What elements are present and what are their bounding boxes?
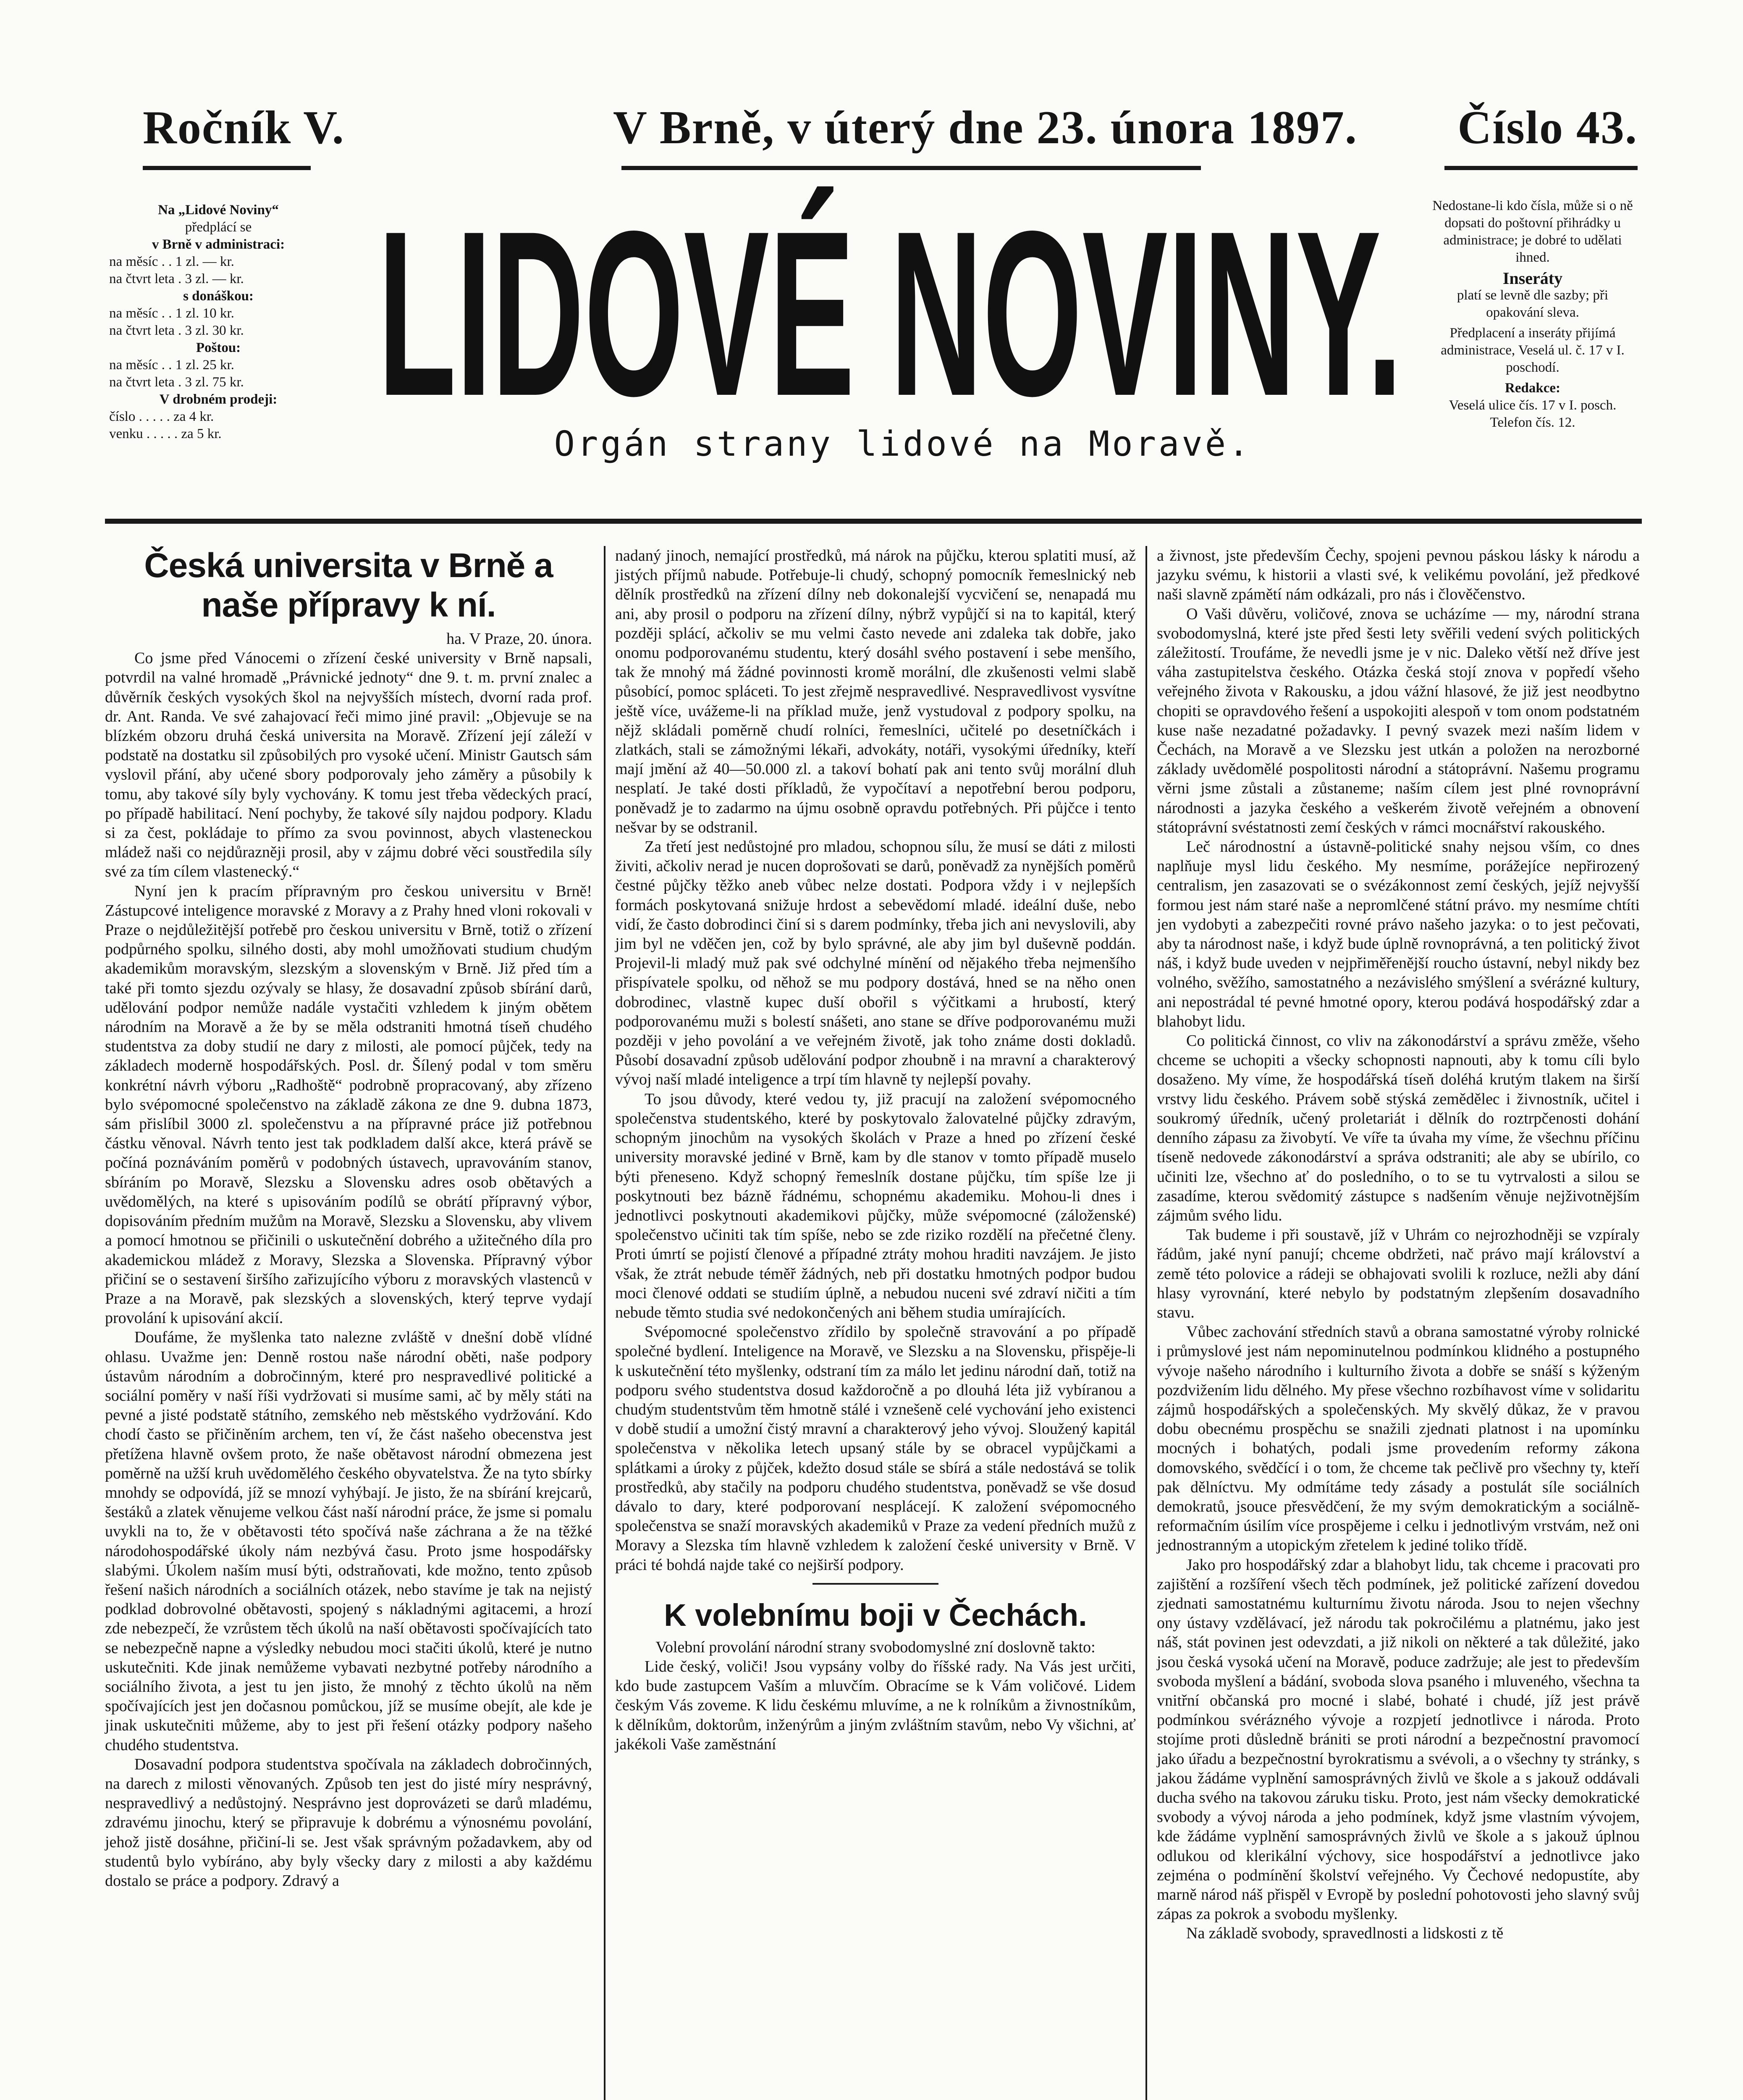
article1-paragraph: Doufáme, že myšlenka tato nalezne zvláště v dnešní době vlídné ohlasu. Uvažme jen: Denně rostou naše národní oběti, naše podpory ústavům národním a dobročinným, které pro nespravedlivé politické a sociální poměry v naší říši vydržovati si musíme sami, ač by měly státi na pevné a jisté podstatě státního, zemského neb městského vydržování. Kdo chodí často se přičiněním archem, ten ví, že část našeho obecenstva jest přetížena hlavně ovšem proto, že naše obětavost národní obmezena jest poměrně na užší kruh uvědomělého českého obyvatelstva. Že na tyto sbírky mnohdy se odpovídá, jíž se mnozí vyhýbají. Je jisto, že na sbírání krejcarů, šestáků a zlatek věnujeme velkou část naší národní práce, že jsme si pomalu uvykli na to, že v obětavosti této spočívá naše záchrana a že na těžké národohospodářské úkoly nám nezbývá času. Proto jsme hospodářsky slabými. Úkolem naším musí býti, odstraňovati, kde možno, tento způsob řešení našich národních a sociálních otázek, nebo stavíme je tak na nejistý podklad dobrovolné obětavosti, spojený s nákladnými agitacemi, a hrozí zde nebezpečí, že vzrůstem těch úkolů na naší obětavosti spočívajících tato se nebezpečně napne a výsledky nebudou moci stačiti úkolů, které je nutno uskutečniti. Kde jinak nemůžeme vybavati nezbytné potřeby národního a sociálního života, a jest tu jen jisto, že mnohý z těchto úkolů na něm spočívajících jest jen dočasnou pomůckou, jíž se musíme obejít, ale kde je jinak uskutečniti můžeme, aby to jest při řešení otázky podpory našeho chudého studentstva. xyxy=(105,1328,592,1754)
post-heading: Poštou: xyxy=(196,340,241,355)
phone-text: Telefon čís. 12. xyxy=(1490,415,1575,430)
subscription-heading: Na „Lidové Noviny“ xyxy=(158,202,279,218)
article1-continued-paragraph: To jsou důvody, které vedou ty, již pracují na založení svépomocného společenstva studentského, které by poskytovalo žalovatelné půjčky zdravým, schopným jinochům na vysokých školách v Praze a hned po zřízení české university moravské jediné v Brně, kam by dle stanov v tomto případě muselo býti přeneseno. Když schopný řemeslník dostane půjčku, tím spíše lze ji poskytnouti bez bázně řádnému, schopnému akademiku. Mohou-li dnes i jednotlivci poskytnouti akademikovi půjčky, může svépomocné (záloženské) společenstvo učiniti tak tím spíše, nebo se zde riziko rozdělí na přečetné členy. Proti úmrtí se pojistí členové a případné ztráty mohou hraditi navzájem. Je jisto však, že ztrát nebude téměř žádných, neb při dostatku hmotných podpor budou moci členové oddati se studiím úplně, a nebudou nuceni své zdraví ničiti a tím nebude těmto studia své nedokončených ani během studia umírajících. xyxy=(615,1090,1136,1321)
issue-date: V Brně, v úterý dne 23. února 1897. xyxy=(613,102,1358,154)
column-rule-2 xyxy=(1145,546,1147,2100)
article2-continued-paragraph: a živnost, jste především Čechy, spojeni pevnou páskou lásky k národu a jazyku svému, k historii a vlasti své, k velikému povolání, jež předkové naši slavně zpámětí nám odkázali, pro nás i člověčenstvo. xyxy=(1157,547,1640,604)
home-month: na měsíc . . 1 zl. 10 kr. xyxy=(109,306,234,321)
article2-continued-paragraph: Jako pro hospodářský zdar a blahobyt lidu, tak chceme i pracovati pro zajištění a rozšíření všech těch podmínek, jež politické zařízení dovedou zjednati samostatnému kulturnímu životu národa. Jsou to nejen všechny ony ústavy vzdělávací, jež národu tak pokročilému a platnému, jako jest náš, stát povinen jest odevzdati, a již nikoli on některé a tak důležité, jako jsou česká vysoká učení na Moravě, poduce zadržuje; ale jest to především svoboda myšlení a bádání, svoboda slova psaného i mluveného, všechna ta vnitřní občanská pro mocné i slabé, bohaté i chudé, jíž jest právě podmínkou svérázného vývoje a rozpjetí jednotlivce i národa. Proto stojíme proti důsledně brániti se proti národní a bezpečnostní pravomocí jako úřadu a bezpečnostní byrokratismu a svévoli, a o všechny ty stránky, s jakou žádáme vyplnění samosprávných živlů ve škole a s jakouž oddávali ducha svého na takovou záruku tisku. Proto, jest nám všecky demokratické svobody a vývoj národa a jeho podmínek, když jsme vlastním vývojem, kde žádáme vyplnění samosprávných živlů ve škole a s jakouž úplnou odlukou od klerikální výchovy, sice hospodářství a jednotlivce jako zejména o podmínění školství veřejného. Vy Čechové nedopustíte, aby marně národ náš přispěl v Evropě by poslední pohotovosti jeho slavný svůj zápas za pokrok a svobodu myšlenky. xyxy=(1157,1556,1640,1923)
home-quarter: na čtvrt leta . 3 zl. 30 kr. xyxy=(109,323,244,338)
column-1 xyxy=(105,546,592,1890)
brno-heading: v Brně v administraci: xyxy=(152,237,285,252)
column-rule-1 xyxy=(604,546,605,2100)
brno-quarter: na čtvrt leta . 3 zl. — kr. xyxy=(109,271,244,286)
notices-box xyxy=(1428,197,1638,431)
dateline-rule-left xyxy=(143,166,311,170)
post-quarter: na čtvrt leta . 3 zl. 75 kr. xyxy=(109,375,244,390)
post-month: na měsíc . . 1 zl. 25 kr. xyxy=(109,357,234,373)
sale-local: číslo . . . . . za 4 kr. xyxy=(109,409,214,424)
article-divider xyxy=(813,1583,938,1585)
editor-text: Veselá ulice čís. 17 v I. posch. xyxy=(1449,398,1617,413)
article1-continued-paragraph: Svépomocné společenstvo zřídilo by společně stravování a po případě společné bydlení. Inteligence na Moravě, ve Slezsku a na Slovensku, přispěje-li k uskutečnění této myšlenky, odstraní tím za málo let jedinu národní daň, totiž na podporu svého studentstva dosud každoročně a po dlouhá léta již vybíranou a chudým studentstvům těm hmotně stálé i vznešeně celé vychování jeho existenci v době studií a umožní čistý mravní a charakterový jeho vývoj. Sloužený kapitál společenstva v několika letech upsaný stále by se obracel vypůjčkami a splátkami a úroky z půjček, kdežto dosud stále se sbírá a stále nedostává se tolik prostředků, aby stačily na podporu chudého studentstva, poněvadž se vše dosud dávalo to dary, které podporovaní nesplácejí. K založení svépomocného společenstva se snaží moravských akademiků v Praze za vedení předních mužů z Moravy a Slezska tím hlavně vzhledem k založení české university v Brně. V práci té bohdá najde také co nejširší podpory. xyxy=(615,1323,1136,1574)
sale-out: venku . . . . . za 5 kr. xyxy=(109,426,222,441)
article2-continued-paragraph: Leč národnostní a ústavně-politické snahy nejsou vším, co dnes naplňuje mysl lidu českého. My nesmíme, porážejíce nepřirozený centralism, jen zasazovati se o svézákonnost zemí českých, jejíž nejvyšší formou jest nám staré naše a nepromlčené státní právo. my nesmíme chtíti jen vydobyti a zabezpečiti rovné právo našeho jazyka: o to jest pečovati, aby ta národnost naše, i když bude úplně rovnoprávná, a ten politický život náš, i když bude uveden v nejpřiměřenější roucho ústavní, nebyl nikdy bez volného, svěžího, samostatného a nezávislého smýšlení a svérázné kultury, ani nepostrádal té pevné hmotné opory, kterou podává hospodářský zdar a blahobyt lidu. xyxy=(1157,838,1640,1030)
home-heading: s donáškou: xyxy=(183,289,254,304)
column-3 xyxy=(1157,546,1640,1943)
subscription-box xyxy=(109,202,328,443)
unreturned-notice: Nedostane-li kdo čísla, může si o ně dopsati do poštovní přihrádky u administrace; je dobré to udělati ihned. xyxy=(1432,198,1633,265)
masthead-logo-art xyxy=(370,185,1411,433)
masthead-logo xyxy=(370,185,1411,433)
header-rule xyxy=(105,519,1642,524)
dateline-rule-center xyxy=(621,166,1201,170)
dateline-rule-right xyxy=(1444,166,1638,170)
subscription-sub: předplácí se xyxy=(185,220,252,235)
column-2 xyxy=(615,546,1136,1754)
article2-continued-paragraph: Co politická činnost, co vliv na zákonodárství a správu změže, všeho chceme se uchopiti a všecky schopnosti napnouti, aby k tomu cíli bylo dosaženo. My víme, že hospodářská tíseň doléhá krutým tlakem na širší vrstvy lidu českého. Právem sobě stýská zemědělec i živnostník, učitel i soukromý úředník, učený proletariát i dělník do roztrpčenosti dohání denního zápasu za živobytí. Ve víře ta úvaha my víme, že všechnu příčinu tíseně nedovede zákonodárství a správa odstraniti; ale aby se ubírilo, co učiniti lze, všechno ať do posledního, o to se tu vytrvalosti a silou se zasadíme, kterou svědomitý zástupce s nadšením věnuje nejživotnějším zájmům svého lidu. xyxy=(1157,1032,1640,1224)
issue-number: Číslo 43. xyxy=(1457,102,1638,154)
article1-paragraph: Co jsme před Vánocemi o zřízení české university v Brně napsali, potvrdil na valné hromadě „Právnické jednoty“ dne 9. t. m. první znalec a důvěrník českých vysokých škol na nejvyšších místech, dvorní rada prof. dr. Ant. Randa. Ve své zahajovací řeči mimo jiné pravil: „Objevuje se na blízkém obzoru druhá česká universita na Moravě. Zřízení její záleží v podstatě na dostatku sil způsobilých pro vysoké učení. Ministr Gautsch sám vyslovil přání, aby učené sbory podporovaly jeho záměry a působily k tomu, aby takové síly byly vychovány. K tomu jest třeba vědeckých prací, po případě habilitací. Není pochyby, že takové síly najdou podpory. Kladu si za čest, pokládaje to přímo za svou povinnost, abych vlasteneckou mládež naši co nejdůrazněji prosil, aby v zájmu dobré věci soustředila síly své za tím cílem vlastenecký.“ xyxy=(105,649,592,881)
article1-title: Česká universita v Brně a naše přípravy k ní. xyxy=(144,546,553,624)
article2-continued-paragraph: O Vaši důvěru, voličové, znova se ucházíme — my, národní strana svobodomyslná, které jste před šesti lety svěřili vedení svých politických záležitostí. Troufáme, že nevedli jsme je v nic. Daleko větší než dříve jest váha zastupitelstva českého. Otázka česká stojí znova v popředí všeho veřejného života v Rakousku, a jdou vážní hlasové, že již jest neodbytno chopiti se opravdového řešení a uspokojiti alespoň v tom onom podstatném kuse naše nezadatné požadavky. I pevný svazek mezi naším lidem v Čechách, na Moravě a ve Slezsku jest utkán a položen na nerozborné základy uvědomělé pospolitosti národní a státoprávní. Našemu programu věrni jsme zůstali a zůstaneme; naším cílem jest plné rovnoprávní národnosti a jazyka českého a veškerém životě veřejném a obnovení státoprávní svéstatnosti zemí českých v rámci mocnářství rakouského. xyxy=(1157,605,1640,836)
volume-label: Ročník V. xyxy=(143,102,345,154)
article1-paragraph: Dosavadní podpora studentstva spočívala na základech dobročinných, na darech z milosti věnovaných. Způsob ten jest do jisté míry nesprávný, nespravedlivý a nedůstojný. Nesprávno jest doprovázeti se darů mladému, zdravému jinochu, který se připravuje k dobrému a výnosnému povolání, jehož jistě dosáhne, přičiní-li se. Jest však správným požadavkem, aby od studentů bylo vybíráno, aby byly všecky dary z milosti a aby každému dostalo se práce a podpory. Zdravý a xyxy=(105,1755,592,1890)
editor-heading: Redakce: xyxy=(1505,381,1560,396)
article1-paragraph: Nyní jen k pracím přípravným pro českou universitu v Brně! Zástupcové inteligence moravské z Moravy a z Prahy hned vloni rokovali v Praze o nejdůležitější potřebě pro českou universitu v Brně, totiž o zřízení podpůrného spolku, silného dosti, aby mohl umožňovati studium chudým akademikům moravským, slezským a slovenským v Brně. Již před tím a také při tomto sjezdu ozývaly se hlasy, že dosavadní způsob sbírání darů, udělování podpor nemůže nadále vystačiti vzhledem k jiným obětem národním na Moravě a že by se měla odstraniti hmotná tíseň chudého studentstva za doby studií ne dary z milosti, ale pomocí půjček, tedy na základech moderně hospodářských. Posl. dr. Šílený podal v tom směru konkrétní návrh výboru „Radhoště“ podrobně propracovaný, aby zřízeno bylo svépomocné společenstvo na základě zákona ze dne 9. dubna 1873, sám přislíbil 3000 zl. společenstvu a na přípravné práce již potřebnou částku věnoval. Návrh tento jest tak podkladem další akce, která právě se počíná poznáváním poměrů v podobných ústavech, upravováním stanov, sbíráním po Moravě, Slezsku a Slovensku adres osob obětavých a uvědomělých, na které s upisováním podílů se obrátí přípravný výbor, dopisováním předním mužům na Moravě, Slezsku a Slovensku, aby vlivem a pomocí hmotnou se přičinili o uskutečnění dobrého a užitečného díla pro akademickou mládež z Moravy, Slezska a Slovenska. Přípravný výbor přičiní se o sestavení širšího zařizujícího výboru z moravských vlastenců v Praze a na Moravě, pak slezských a slovenských, který teprve vydají provolání k upisování akcií. xyxy=(105,882,592,1327)
masthead-subtitle: Orgán strany lidové na Moravě. xyxy=(554,424,1252,464)
article1-continued-paragraph: Za třetí jest nedůstojné pro mladou, schopnou sílu, že musí se dáti z milosti živiti, ačkoliv nerad je nucen doprošovati se darů, poněvadž za nynějších poměrů čestné půjčky těžko aneb vůbec nelze dostati. Podpora vždy i v nejlepších formách poskytovaná snižuje hrdost a sebevědomí mladé. ideální duše, nebo vidí, že často dobrodinci činí si s darem podmínky, třeba jich ani nevyslovili, aby jim byl ne vděčen jen, což by bylo správné, ale aby jim byl duševně poddán. Projevil-li mladý muž pak své odchylné mínění od nějakého třeba nejmenšího přispívatele spolku, od něhož se mu podpory dostává, hned se na něho onen dobrodinec, vlastně kupec duší obořil s výčitkami a hrubostí, který podporovanému muži s bolestí snášeti, ano stane se dříve podporovanému muži později v jeho povolání a ve veřejném životě, jak toho známe dosti dokladů. Působí dosavadní způsob udělování podpor zhoubně i na mravní a charakterový vývoj naší mladé inteligence a trpí tím hlavně ty nejlepší povahy. xyxy=(615,838,1136,1089)
article1-continued-paragraph: nadaný jinoch, nemající prostředků, má nárok na půjčku, kterou splatiti musí, až jistých příjmů nabude. Potřebuje-li chudý, schopný pomocník řemeslnický neb dělník prostředků na zřízení dílny neb dokonalejší vycvičení se, nenapadá mu ani, aby prosil o podporu na zřízení dílny, nýbrž vypůjčí si na to kapitál, který později splácí, ačkoliv se mu velmi často nevede ani zdaleka tak dobře, jako onomu podporovanému studentu, který dosáhl svého postavení i sebe menšího, tak že mnohý má žádné povinnosti kromě morální, dle zkušenosti velmi slabě působící, pomoc spláceti. To jest zřejmě nespravedlivé. Nespravedlivost vysvítne ještě více, uvážeme-li na příklad muže, jenž vystudoval z podpory spolku, na nějž skládali poměrně chudí rolníci, řemeslníci, učitelé po desetníčkách i zlatkách, stali se zámožnými lékaři, advokáty, notáři, vysokými úředníky, kteří mají jmění až 40—50.000 zl. a takoví bohatí pak ani tento svůj morální dluh nesplatí. Je také dosti příkladů, že vypočítaví a nepotřební berou podporu, poněvadž je to zadarmo na újmu osobně opravdu potřebných. Při půjčce i tento nešvar by se odstranil. xyxy=(615,547,1136,836)
article2-continued-paragraph: Vůbec zachování středních stavů a obrana samostatné výroby rolnické i průmyslové jest nám nepominutelnou podmínkou klidného a postupného vývoje našeho národního i kulturního života a dobře se snáší s kýženým pozdvižením lidu dělného. My přese všechno rozbíhavost víme v solidaritu zájmů hospodářských a společenských. My skvělý důkaz, že v pravou dobu obecnému prospěchu se snažili zjednati platnost i na upomínku mocných i bohatých, podali jsme provedením reformy zákona domovského, svědčící i o tom, že chceme tak pečlivě pro všechny ty, kteří pak dělníctvu. My odmítáme tedy zásady a postulát síle sociálních demokratů, jsouce přesvědčení, že my svým demokratickým a sociálně-reformačním úsilím více prospějeme i celku i jednotlivým vrstvám, než oni jednostranným a utopickým zřetelem k jediné toliko třídě. xyxy=(1157,1323,1640,1554)
article2-paragraph: Lide český, voliči! Jsou vypsány volby do říšské rady. Na Vás jest určiti, kdo bude zastupcem Vaším a mluvčím. Obracíme se k Vám voličové. Lidem českým Vás zoveme. K lidu českému mluvíme, a ne k rolníkům a živnostníkům, k dělníkům, doktorům, inženýrům a jiným zvláštním stavům, nebo Vy všichni, ať jakékoli Vaše zaměstnání xyxy=(615,1657,1136,1753)
dateline-bar xyxy=(143,101,1638,164)
admin-text: Předplacení a inseráty přijímá administrace, Veselá ul. č. 17 v I. poschodí. xyxy=(1441,326,1625,375)
masthead-title: LIDOVÉ NOVINY. xyxy=(378,185,1402,433)
brno-month: na měsíc . . 1 zl. — kr. xyxy=(109,254,234,269)
ads-text: platí se levně dle sazby; při opakování sleva. xyxy=(1457,288,1609,320)
sale-heading: V drobném prodeji: xyxy=(159,392,278,407)
article2-continued-paragraph: Na základě svobody, spravedlnosti a lidskosti z tě xyxy=(1186,1924,1504,1942)
article2-lead: Volební provolání národní strany svobodomyslné zní doslovně takto: xyxy=(655,1638,1096,1656)
article2-continued-paragraph: Tak budeme i při soustavě, jíž v Uhrám co nejrozhodněji se vzpíraly řádům, jaké nyní panují; chceme obdržeti, nač právo mají království a země této polovice a rádeji se obhajovati svolili k rozluce, nežli aby dání hlasy vyrovnání, které nebylo by podstatným zlepšením dosavadního stavu. xyxy=(1157,1226,1640,1321)
article2-title: K volebnímu boji v Čechách. xyxy=(664,1597,1087,1633)
ads-heading: Inseráty xyxy=(1502,269,1563,288)
article1-byline: ha. V Praze, 20. února. xyxy=(446,630,592,648)
